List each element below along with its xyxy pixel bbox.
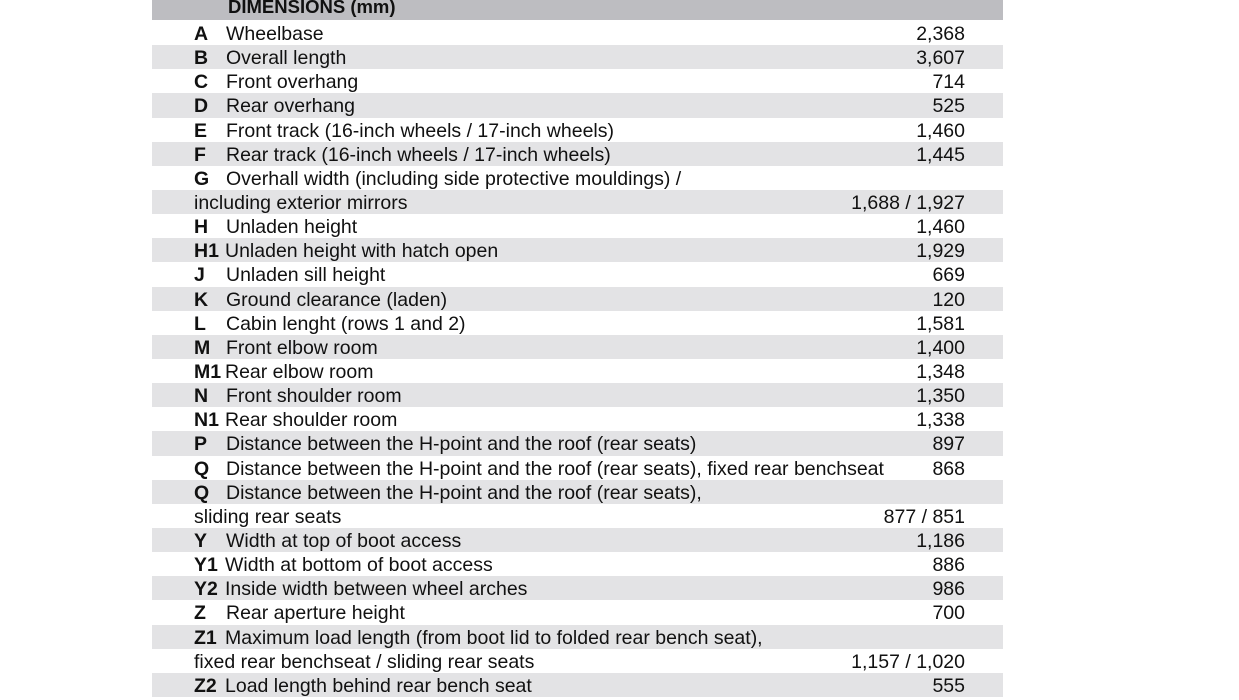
table-body	[152, 21, 1003, 697]
dimension-value: 669	[932, 264, 965, 287]
dimension-value: 1,400	[916, 336, 965, 359]
dimension-value: 886	[932, 554, 965, 577]
dimension-label: Wheelbase	[226, 23, 324, 45]
dimension-code: H1	[194, 240, 219, 263]
dimension-label: Overall length	[226, 47, 347, 70]
dimension-value: 1,445	[916, 143, 965, 166]
table-row	[152, 45, 1003, 69]
table-row	[152, 528, 1003, 552]
dimension-label: Ground clearance (laden)	[226, 288, 448, 311]
table-row	[152, 600, 1003, 624]
dimension-value: 868	[932, 457, 965, 480]
dimension-value: 1,348	[916, 360, 965, 383]
table-row	[152, 576, 1003, 600]
dimension-label: Front track (16-inch wheels / 17-inch wheels)	[226, 119, 614, 142]
table-row	[152, 480, 1003, 504]
dimension-code: Q	[194, 457, 210, 480]
dimension-label: Inside width between wheel arches	[225, 578, 528, 601]
dimensions-table	[152, 0, 1003, 700]
dimension-label: Distance between the H-point and the roof (rear seats)	[226, 433, 697, 456]
table-row	[152, 552, 1003, 576]
dimension-code: H	[194, 216, 209, 239]
dimension-code: C	[194, 71, 209, 94]
dimension-value: 1,338	[916, 409, 965, 432]
dimension-code: N	[194, 385, 209, 408]
table-row	[152, 214, 1003, 238]
dimension-code: M1	[194, 360, 222, 383]
dimension-value: 1,581	[916, 312, 965, 335]
table-row	[152, 335, 1003, 359]
table-row	[152, 359, 1003, 383]
dimension-label: Overhall width (including side protective mouldings) /	[226, 167, 682, 190]
dimension-code: Y	[194, 529, 208, 552]
table-row	[152, 262, 1003, 286]
dimension-code: J	[194, 264, 205, 287]
table-row	[152, 69, 1003, 93]
table-row	[152, 649, 1003, 673]
table-title: DIMENSIONS (mm)	[228, 0, 396, 17]
table-row	[152, 625, 1003, 649]
dimension-value: 525	[932, 95, 965, 118]
dimension-value: 3,607	[916, 47, 965, 70]
dimension-code: Z	[194, 602, 206, 625]
dimension-value: 1,460	[916, 119, 965, 142]
dimension-label: including exterior mirrors	[194, 191, 408, 214]
dimension-value: 877 / 851	[883, 505, 965, 528]
dimension-label: Front elbow room	[226, 336, 378, 359]
table-row	[152, 93, 1003, 117]
table-row	[152, 190, 1003, 214]
dimension-label: Rear aperture height	[226, 602, 405, 625]
table-row	[152, 407, 1003, 431]
dimension-label: Distance between the H-point and the roof (rear seats),	[226, 481, 702, 504]
dimension-label: Rear track (16-inch wheels / 17-inch wheels)	[226, 143, 611, 166]
table-row	[152, 166, 1003, 190]
dimension-code: L	[194, 312, 206, 335]
table-row	[152, 504, 1003, 528]
dimension-value: 1,157 / 1,020	[851, 650, 965, 673]
dimension-label: fixed rear benchseat / sliding rear seats	[194, 650, 535, 673]
table-row	[152, 118, 1003, 142]
dimension-code: Z1	[194, 626, 217, 649]
table-row	[152, 311, 1003, 335]
dimension-value: 120	[932, 288, 965, 311]
dimension-value: 555	[932, 674, 965, 697]
dimension-label: Rear overhang	[226, 95, 355, 118]
table-row	[152, 21, 1003, 45]
dimension-code: Y2	[194, 578, 218, 601]
dimension-code: M	[194, 336, 211, 359]
dimension-label: Cabin lenght (rows 1 and 2)	[226, 312, 466, 335]
dimension-label: Width at bottom of boot access	[225, 554, 493, 577]
dimension-value: 1,929	[916, 240, 965, 263]
table-row	[152, 142, 1003, 166]
dimension-code: A	[194, 23, 209, 45]
dimension-value: 1,186	[916, 529, 965, 552]
dimension-label: Front shoulder room	[226, 385, 402, 408]
dimension-code: N1	[194, 409, 219, 432]
table-row	[152, 383, 1003, 407]
dimension-value: 986	[932, 578, 965, 601]
dimension-value: 700	[932, 602, 965, 625]
dimension-code: F	[194, 143, 206, 166]
dimension-label: Rear elbow room	[225, 360, 374, 383]
table-row	[152, 673, 1003, 697]
dimension-label: Rear shoulder room	[225, 409, 398, 432]
dimension-code: D	[194, 95, 209, 118]
dimension-code: Z2	[194, 674, 217, 697]
dimension-label: Load length behind rear bench seat	[225, 674, 532, 697]
dimension-label: Unladen sill height	[226, 264, 386, 287]
table-row	[152, 238, 1003, 262]
table-row	[152, 456, 1003, 480]
dimension-label: Unladen height	[226, 216, 358, 239]
dimension-value: 1,688 / 1,927	[851, 191, 965, 214]
dimension-code: Q	[194, 481, 210, 504]
table-row	[152, 287, 1003, 311]
dimension-code: Y1	[194, 554, 218, 577]
dimension-code: G	[194, 167, 210, 190]
dimension-value: 1,350	[916, 385, 965, 408]
dimension-label: Distance between the H-point and the roof (rear seats), fixed rear benchseat	[226, 457, 884, 480]
dimension-label: Maximum load length (from boot lid to folded rear bench seat),	[225, 626, 763, 649]
dimension-label: Front overhang	[226, 71, 359, 94]
dimension-label: sliding rear seats	[194, 505, 342, 528]
dimension-value: 1,460	[916, 216, 965, 239]
dimension-value: 2,368	[916, 23, 965, 45]
dimension-code: K	[194, 288, 209, 311]
dimension-label: Width at top of boot access	[226, 529, 462, 552]
dimension-label: Unladen height with hatch open	[225, 240, 499, 263]
dimension-code: B	[194, 47, 209, 70]
dimension-value: 897	[932, 433, 965, 456]
table-header	[152, 0, 1003, 21]
dimension-value: 714	[932, 71, 965, 94]
table-row	[152, 431, 1003, 455]
dimension-code: P	[194, 433, 208, 456]
dimension-code: E	[194, 119, 208, 142]
